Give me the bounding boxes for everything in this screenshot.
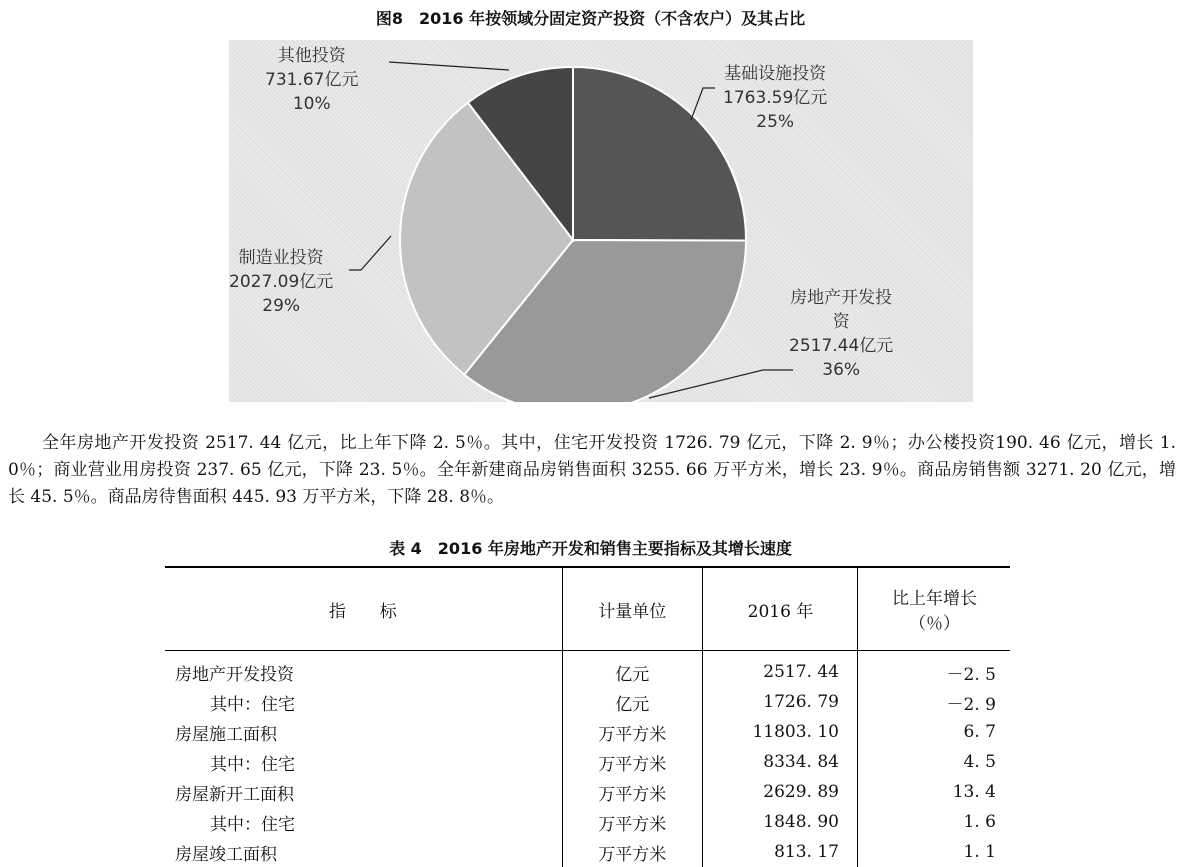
row-indicator: 其中：住宅 xyxy=(165,807,562,837)
label-other-name: 其他投资 xyxy=(265,44,358,68)
label-real-estate-value: 2517.44亿元 xyxy=(789,334,893,358)
pie-chart xyxy=(229,40,973,402)
figure-title: 图8 2016 年按领域分固定资产投资（不含农户）及其占比 xyxy=(0,6,1181,29)
header-indicator: 指 标 xyxy=(165,567,562,651)
row-growth: －2. 5 xyxy=(858,651,1011,688)
label-real-estate-name-cont: 资 xyxy=(789,310,893,334)
header-unit: 计量单位 xyxy=(562,567,702,651)
row-growth: 6. 7 xyxy=(858,717,1011,747)
row-indicator: 房地产开发投资 xyxy=(165,651,562,688)
row-growth: －2. 9 xyxy=(858,687,1011,717)
label-real-estate xyxy=(789,286,893,382)
row-unit: 亿元 xyxy=(562,687,702,717)
table-body xyxy=(165,651,1010,867)
table-header-row xyxy=(165,567,1010,651)
label-infrastructure-percent: 25% xyxy=(723,110,827,134)
paragraph-text: 全年房地产开发投资 2517. 44 亿元，比上年下降 2. 5％。其中，住宅开发投资 1726. 79 亿元，下降 2. 9％；办公楼投资190. 46 亿元，增长 1. 0％；商业营业用房投资 237. 65 亿元，下降 23. 5％。全年新建商品房销售面积 3255. 66 万平方米，增长 23. 9％。商品房销售额 3271. 20 亿元，增长 45. 5％。商品房待售面积 445. 93 万平方米，下降 28. 8％。 xyxy=(8,430,1176,511)
label-real-estate-name: 房地产开发投 xyxy=(789,286,893,310)
table-title: 表 4 2016 年房地产开发和销售主要指标及其增长速度 xyxy=(0,536,1181,559)
row-growth: 1. 1 xyxy=(858,837,1011,867)
row-value: 2629. 89 xyxy=(702,777,857,807)
row-indicator: 其中：住宅 xyxy=(165,747,562,777)
table-row xyxy=(165,837,1010,867)
table-row xyxy=(165,747,1010,777)
row-value: 2517. 44 xyxy=(702,651,857,688)
row-growth: 13. 4 xyxy=(858,777,1011,807)
header-growth-line1: 比上年增长 xyxy=(859,584,1010,609)
label-infrastructure xyxy=(723,62,827,134)
label-manufacturing xyxy=(229,246,333,318)
row-value: 1848. 90 xyxy=(702,807,857,837)
label-other-value: 731.67亿元 xyxy=(265,68,358,92)
header-growth xyxy=(858,567,1011,651)
row-unit: 万平方米 xyxy=(562,747,702,777)
label-other xyxy=(265,44,358,116)
table-row xyxy=(165,717,1010,747)
row-value: 813. 17 xyxy=(702,837,857,867)
leader-line-infrastructure xyxy=(691,88,715,120)
label-manufacturing-value: 2027.09亿元 xyxy=(229,270,333,294)
leader-line-manufacturing xyxy=(349,236,391,270)
label-other-percent: 10% xyxy=(265,92,358,116)
row-value: 11803. 10 xyxy=(702,717,857,747)
leader-line-other xyxy=(389,62,509,70)
table-row xyxy=(165,651,1010,688)
header-growth-line2: （％） xyxy=(859,609,1010,634)
row-unit: 亿元 xyxy=(562,651,702,688)
row-growth: 4. 5 xyxy=(858,747,1011,777)
row-unit: 万平方米 xyxy=(562,717,702,747)
label-infrastructure-value: 1763.59亿元 xyxy=(723,86,827,110)
table-row xyxy=(165,687,1010,717)
table-row xyxy=(165,807,1010,837)
row-growth: 1. 6 xyxy=(858,807,1011,837)
label-manufacturing-name: 制造业投资 xyxy=(229,246,333,270)
row-indicator: 房屋施工面积 xyxy=(165,717,562,747)
label-infrastructure-name: 基础设施投资 xyxy=(723,62,827,86)
indicator-table xyxy=(165,566,1010,867)
row-value: 8334. 84 xyxy=(702,747,857,777)
row-indicator: 房屋竣工面积 xyxy=(165,837,562,867)
row-unit: 万平方米 xyxy=(562,837,702,867)
row-unit: 万平方米 xyxy=(562,777,702,807)
body-paragraph xyxy=(8,430,1176,511)
row-indicator: 房屋新开工面积 xyxy=(165,777,562,807)
row-indicator: 其中：住宅 xyxy=(165,687,562,717)
pie-slice-0 xyxy=(573,67,746,241)
row-value: 1726. 79 xyxy=(702,687,857,717)
table-row xyxy=(165,777,1010,807)
header-year: 2016 年 xyxy=(702,567,857,651)
label-real-estate-percent: 36% xyxy=(789,358,893,382)
label-manufacturing-percent: 29% xyxy=(229,294,333,318)
row-unit: 万平方米 xyxy=(562,807,702,837)
